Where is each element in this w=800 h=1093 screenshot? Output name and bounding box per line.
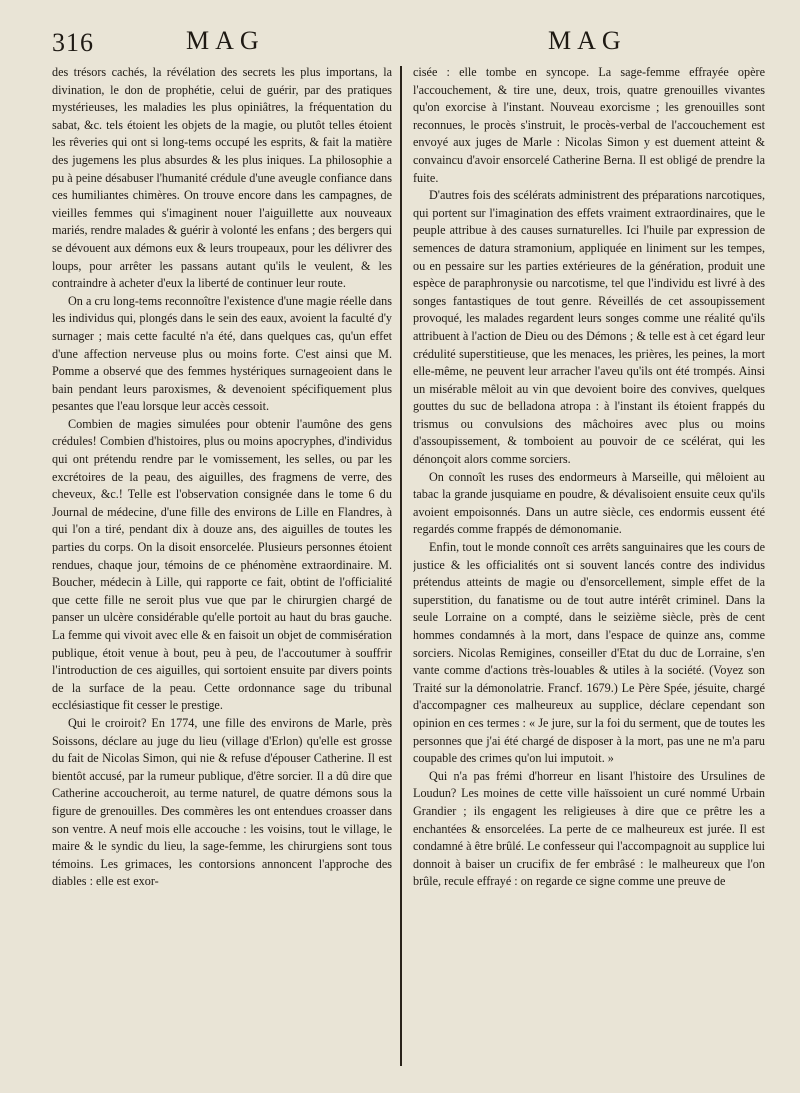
right-column	[413, 64, 765, 1084]
page-number: 316	[52, 28, 94, 57]
column-divider	[400, 66, 402, 1066]
paragraph: Enfin, tout le monde connoît ces arrêts sanguinaires que les cours de justice & les officialités ont si souvent lancés contre des individus prétendus atteints de magie ou d'ensorcellement, simple effet de la superstition, du fanatisme ou de tout autre intérêt criminel. Dans la seule Lorraine on a compté, dans le seizième siècle, près de cent hommes condamnés à la mort, dans l'espace de quinze ans, comme sorciers. Nicolas Remigines, conseiller d'Etat du duc de Lorraine, s'en vante comme d'actions très-louables & utiles à la société. (Voyez son Traité sur la démonolatrie. Francf. 1679.) Le Père Spée, jésuite, chargé d'accompagner ces malheureux au supplice, déclare cependant son opinion en ces termes : « Je jure, sur la foi du serment, que de toutes les personnes que j'ai été chargé de disposer à la mort, pas une ne m'a paru coupable des crimes qu'on lui imputoit. »	[413, 540, 765, 766]
paragraph: Qui le croiroit? En 1774, une fille des environs de Marle, près Soissons, déclare au juge du lieu (village d'Erlon) qu'elle est grosse du fait de Nicolas Simon, qui nie & refuse d'épouser Catherine. Il est bientôt accusé, par la rumeur publique, d'être sorcier. Il a dû dire que Catherine accoucheroit, au terme naturel, de quatre démons sous la figure de grenouilles. Des commères les ont entendues croasser dans son ventre. A neuf mois elle accouche : les voisins, tout le village, le maire & le syndic du lieu, la sage-femme, les chirurgiens sont tous témoins. Les grimaces, les contorsions annoncent l'approche des diables : elle est exor-	[52, 715, 392, 889]
running-head-left: MAG	[186, 26, 265, 55]
paragraph: Combien de magies simulées pour obtenir l'aumône des gens crédules! Combien d'histoires, plus ou moins apocryphes, d'individus qui ont prétendu rendre par le vomissement, les selles, ou par les excrétoires de la peau, des aiguilles, des fragmens de verre, des cheveux, &c.! Telle est l'observation consignée dans le tome 6 du Journal de médecine, d'une fille des environs de Lille en Flandres, à qui l'on a tiré, pendant dix à douze ans, des aiguilles de toutes les parties du corps. On la disoit ensorcelée. Plusieurs personnes étoient rendues, chaque jour, témoins de ce phénomène extraordinaire. M. Boucher, médecin à Lille, qui rapporte ce fait, obtint de l'officialité que cette fille ne seroit plus vue que par le chirurgien chargé de panser un ulcère considérable qu'elle portoit au haut du bras gauche. La femme qui vivoit avec elle & en faisoit un objet de commisération publique, étoit venue à bout, peu à peu, de l'accoutumer à souffrir l'introduction de ces aiguilles, qui sortoient ensuite par divers points de la surface de la peau. Cette ordonnance sage du tribunal ecclésiastique fit cesser le prestige.	[52, 416, 392, 713]
paragraph: D'autres fois des scélérats administrent des préparations narcotiques, qui portent sur l'imagination des effets vraiment extraordinaires, que le peuple attribue à des causes surnaturelles. Ici l'huile par expression de semences de datura stramonium, appliquée en liniment sur les tempes, ou en pessaire sur les parties extérieures de la génération, produit une espèce de paraphronysie ou narcotisme, tel que l'individu est livré à des songes fantastiques de tout genre. Réveillés de cet assoupissement provoqué, les malades regardent leurs songes comme une réalité qu'ils attribuent à l'action de Dieu ou des Démons ; & telle est à cet égard leur crédulité superstitieuse, que les menaces, les prières, les peines, la mort elle-même, ne peuvent leur arracher l'aveu qu'ils ont été trompés. Ainsi un misérable mêloit au vin que devoient boire des convives, quelques gouttes du suc de belladona atropa : à l'instant ils étoient frappés du trismus ou convulsions des mâchoires avec plus ou moins d'assoupissement, & tomboient au pouvoir de ce scélérat, qui les dénonçoit alors comme sorciers.	[413, 188, 765, 467]
paragraph: cisée : elle tombe en syncope. La sage-femme effrayée opère l'accouchement, & tire une, deux, trois, quatre grenouilles vivantes qu'on exorcise à l'instant. Nouveau exorcisme ; les grenouilles sont reconnues, le procès s'instruit, le procès-verbal de l'accouchement est envoyé aux juges de Marle : Nicolas Simon y est duement atteint & convaincu d'avoir ensorcelé Catherine Berna. Il est obligé de prendre la fuite.	[413, 65, 765, 185]
running-head-right: MAG	[548, 26, 627, 55]
left-column	[52, 64, 392, 1084]
paragraph: des trésors cachés, la révélation des secrets les plus importans, la divination, le don de prophétie, celui de guérir, par des pratiques mystérieuses, les maladies les plus opiniâtres, la fréquentation du sabat, &c. tels étoient les objets de la magie, ou plutôt telles étoient les rêveries qui ont si long-tems occupé les esprits, & fait la matière des jugemens les plus absurdes & les plus iniques. La philosophie a pu à peine désabuser l'humanité crédule d'une aveugle confiance dans ces humiliantes chimères. On trouve encore dans les campagnes, de vieilles femmes qui s'imaginent nouer l'aiguillette aux nouveaux mariés, rendre malades & guérir à volonté les enfans ; des bergers qui se dévouent aux démons eux & leurs troupeaux, pour les délivrer des loups, pour arrêter les passans autant qu'ils le veulent, & les contraindre à acheter d'eux la liberté de continuer leur route.	[52, 65, 392, 291]
paragraph: On a cru long-tems reconnoître l'existence d'une magie réelle dans les individus qui, plongés dans le sein des eaux, avoient la faculté d'y surnager ; mais cette faculté n'a été, dans quelques cas, qu'un effet d'une affection nerveuse plus ou moins forte. C'est ainsi que M. Pomme a observé que des femmes hystériques surnageoient dans le bain pendant leurs paroxismes, & devenoient spécifiquement plus pesantes que l'eau lorsque leur accès cessoit.	[52, 293, 392, 414]
paragraph: Qui n'a pas frémi d'horreur en lisant l'histoire des Ursulines de Loudun? Les moines de cette ville haïssoient un curé nommé Urbain Grandier ; ils engagent les religieuses à dire que ce prêtre les a enchantées & ensorcelées. La perte de ce malheureux est jurée. Il est condamné à être brûlé. Le confesseur qui l'accompagnoit au supplice lui donnoit à baiser un crucifix de fer embrâsé : le malheureux que l'on brûle, recule effrayé : on regarde ce signe comme une preuve de	[413, 768, 765, 889]
paragraph: On connoît les ruses des endormeurs à Marseille, qui mêloient au tabac la grande jusquiame en poudre, & dévalisoient ensuite ceux qu'ils avoient empoisonnés. Dans un autre siècle, ces endormis eussent été regardés comme frappés de démonomanie.	[413, 469, 765, 537]
